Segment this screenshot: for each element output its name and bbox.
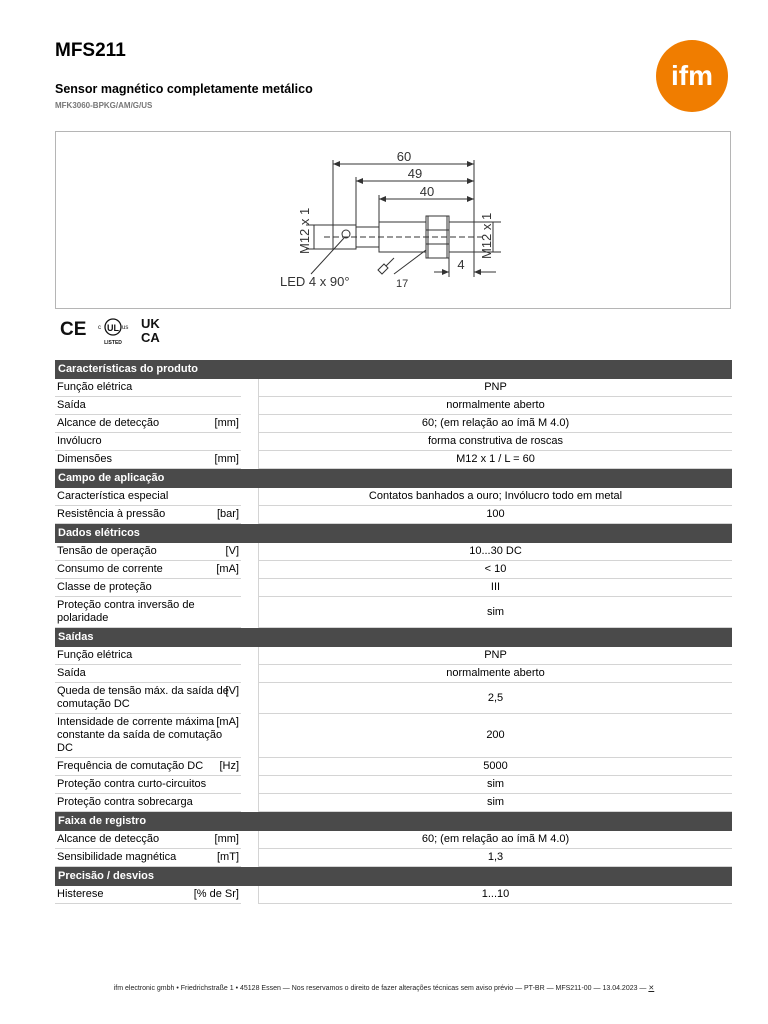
spec-label: Proteção contra inversão de polaridade	[55, 597, 241, 628]
thread-right-label: M12 x 1	[479, 212, 494, 259]
ifm-logo	[654, 38, 730, 114]
spec-value: 60; (em relação ao ímã M 4.0)	[258, 831, 732, 849]
spec-row	[55, 379, 732, 397]
dim-4: 4	[457, 257, 465, 272]
certification-marks	[58, 314, 173, 346]
spec-label: Dimensões	[55, 451, 241, 469]
spec-row	[55, 579, 732, 597]
spec-value: Contatos banhados a ouro; Invólucro todo em metal	[258, 488, 732, 506]
spec-unit: [bar]	[216, 508, 239, 520]
section-header: Saídas	[55, 628, 732, 647]
svg-text:UK: UK	[141, 316, 160, 331]
spec-row	[55, 683, 732, 714]
spec-row	[55, 488, 732, 506]
svg-text:UL: UL	[107, 323, 119, 333]
spec-row	[55, 597, 732, 628]
spec-unit: [mm]	[214, 453, 239, 465]
spec-value: M12 x 1 / L = 60	[258, 451, 732, 469]
spec-value: 1...10	[258, 886, 732, 904]
spec-label: Invólucro	[55, 433, 241, 451]
spec-row	[55, 794, 732, 812]
spec-value: 200	[258, 714, 732, 758]
spec-row	[55, 451, 732, 469]
section-header: Dados elétricos	[55, 524, 732, 543]
spec-row	[55, 776, 732, 794]
spec-row	[55, 647, 732, 665]
section-header: Campo de aplicação	[55, 469, 732, 488]
spec-value: 60; (em relação ao ímã M 4.0)	[258, 415, 732, 433]
thread-left-label: M12 x 1	[297, 207, 312, 254]
spec-value: 5000	[258, 758, 732, 776]
spec-label: Característica especial	[55, 488, 241, 506]
spec-label: Saída	[55, 665, 241, 683]
dim-49: 49	[407, 166, 423, 181]
section-header: Características do produto	[55, 360, 732, 379]
spec-unit: [mT]	[217, 851, 239, 863]
spec-label: Alcance de detecção	[55, 831, 241, 849]
spec-label: Intensidade de corrente máxima constante da saída de comutação DC	[55, 714, 241, 758]
product-title: MFS211	[55, 40, 126, 61]
spec-label: Função elétrica	[55, 647, 241, 665]
ifm-small-icon: ✕	[648, 985, 655, 992]
spec-unit: [mA]	[216, 716, 239, 728]
spec-row	[55, 665, 732, 683]
spec-value: PNP	[258, 647, 732, 665]
spec-row	[55, 397, 732, 415]
spec-value: < 10	[258, 561, 732, 579]
section-header: Precisão / desvios	[55, 867, 732, 886]
spec-row	[55, 714, 732, 758]
ukca-mark	[141, 316, 160, 345]
spec-label: Alcance de detecção	[55, 415, 241, 433]
spec-label: Consumo de corrente	[55, 561, 241, 579]
spec-label: Proteção contra curto-circuitos	[55, 776, 241, 794]
spec-label: Histerese	[55, 886, 241, 904]
product-subtitle: Sensor magnético completamente metálico	[55, 82, 313, 96]
spec-value: PNP	[258, 379, 732, 397]
spec-value: normalmente aberto	[258, 665, 732, 683]
spec-unit: [% de Sr]	[193, 888, 239, 900]
spec-label: Frequência de comutação DC	[55, 758, 241, 776]
spec-label: Resistência à pressão	[55, 506, 241, 524]
spec-value: sim	[258, 776, 732, 794]
article-code: MFK3060-BPKG/AM/G/US	[55, 101, 153, 110]
wrench-size: 17	[396, 278, 409, 290]
spec-row	[55, 886, 732, 904]
spec-unit: [mm]	[214, 417, 239, 429]
spec-label: Queda de tensão máx. da saída de comutação DC	[55, 683, 241, 714]
svg-text:us: us	[122, 325, 129, 331]
led-label: LED 4 x 90°	[280, 274, 350, 289]
spec-row	[55, 415, 732, 433]
spec-row	[55, 561, 732, 579]
spec-row	[55, 849, 732, 867]
ul-listed-mark	[98, 319, 128, 346]
spec-label: Função elétrica	[55, 379, 241, 397]
spec-value: forma construtiva de roscas	[258, 433, 732, 451]
spec-value: III	[258, 579, 732, 597]
spec-row	[55, 506, 732, 524]
spec-label: Tensão de operação	[55, 543, 241, 561]
spec-value: 100	[258, 506, 732, 524]
spec-unit: [mA]	[216, 563, 239, 575]
dimension-drawing	[55, 131, 731, 309]
spec-value: 10...30 DC	[258, 543, 732, 561]
spec-value: normalmente aberto	[258, 397, 732, 415]
spec-row	[55, 433, 732, 451]
spec-row	[55, 831, 732, 849]
spec-unit: [Hz]	[219, 760, 239, 772]
spec-row	[55, 543, 732, 561]
svg-text:CA: CA	[141, 330, 160, 345]
spec-unit: [V]	[225, 685, 239, 697]
spec-label: Proteção contra sobrecarga	[55, 794, 241, 812]
svg-text:LISTED: LISTED	[104, 340, 122, 346]
spec-value: sim	[258, 794, 732, 812]
spec-unit: [mm]	[214, 833, 239, 845]
logo-text: ifm	[671, 60, 713, 91]
spec-unit: [V]	[225, 545, 239, 557]
spec-label: Classe de proteção	[55, 579, 241, 597]
spec-label: Saída	[55, 397, 241, 415]
specifications-table	[55, 360, 732, 904]
dim-40: 40	[419, 184, 435, 199]
spec-label: Sensibilidade magnética	[55, 849, 241, 867]
spec-row	[55, 758, 732, 776]
footer-text: ifm electronic gmbh • Friedrichstraße 1 • 45128 Essen — Nos reservamos o direito de fazer alterações técnicas sem aviso prévio — PT-BR — MFS211-00 — 13.04.2023 —	[113, 985, 647, 992]
svg-text:c: c	[98, 325, 101, 331]
section-header: Faixa de registro	[55, 812, 732, 831]
spec-value: sim	[258, 597, 732, 628]
spec-value: 1,3	[258, 849, 732, 867]
ce-mark: CE	[60, 319, 87, 340]
dim-60: 60	[396, 149, 412, 164]
footer	[0, 984, 768, 992]
spec-value: 2,5	[258, 683, 732, 714]
